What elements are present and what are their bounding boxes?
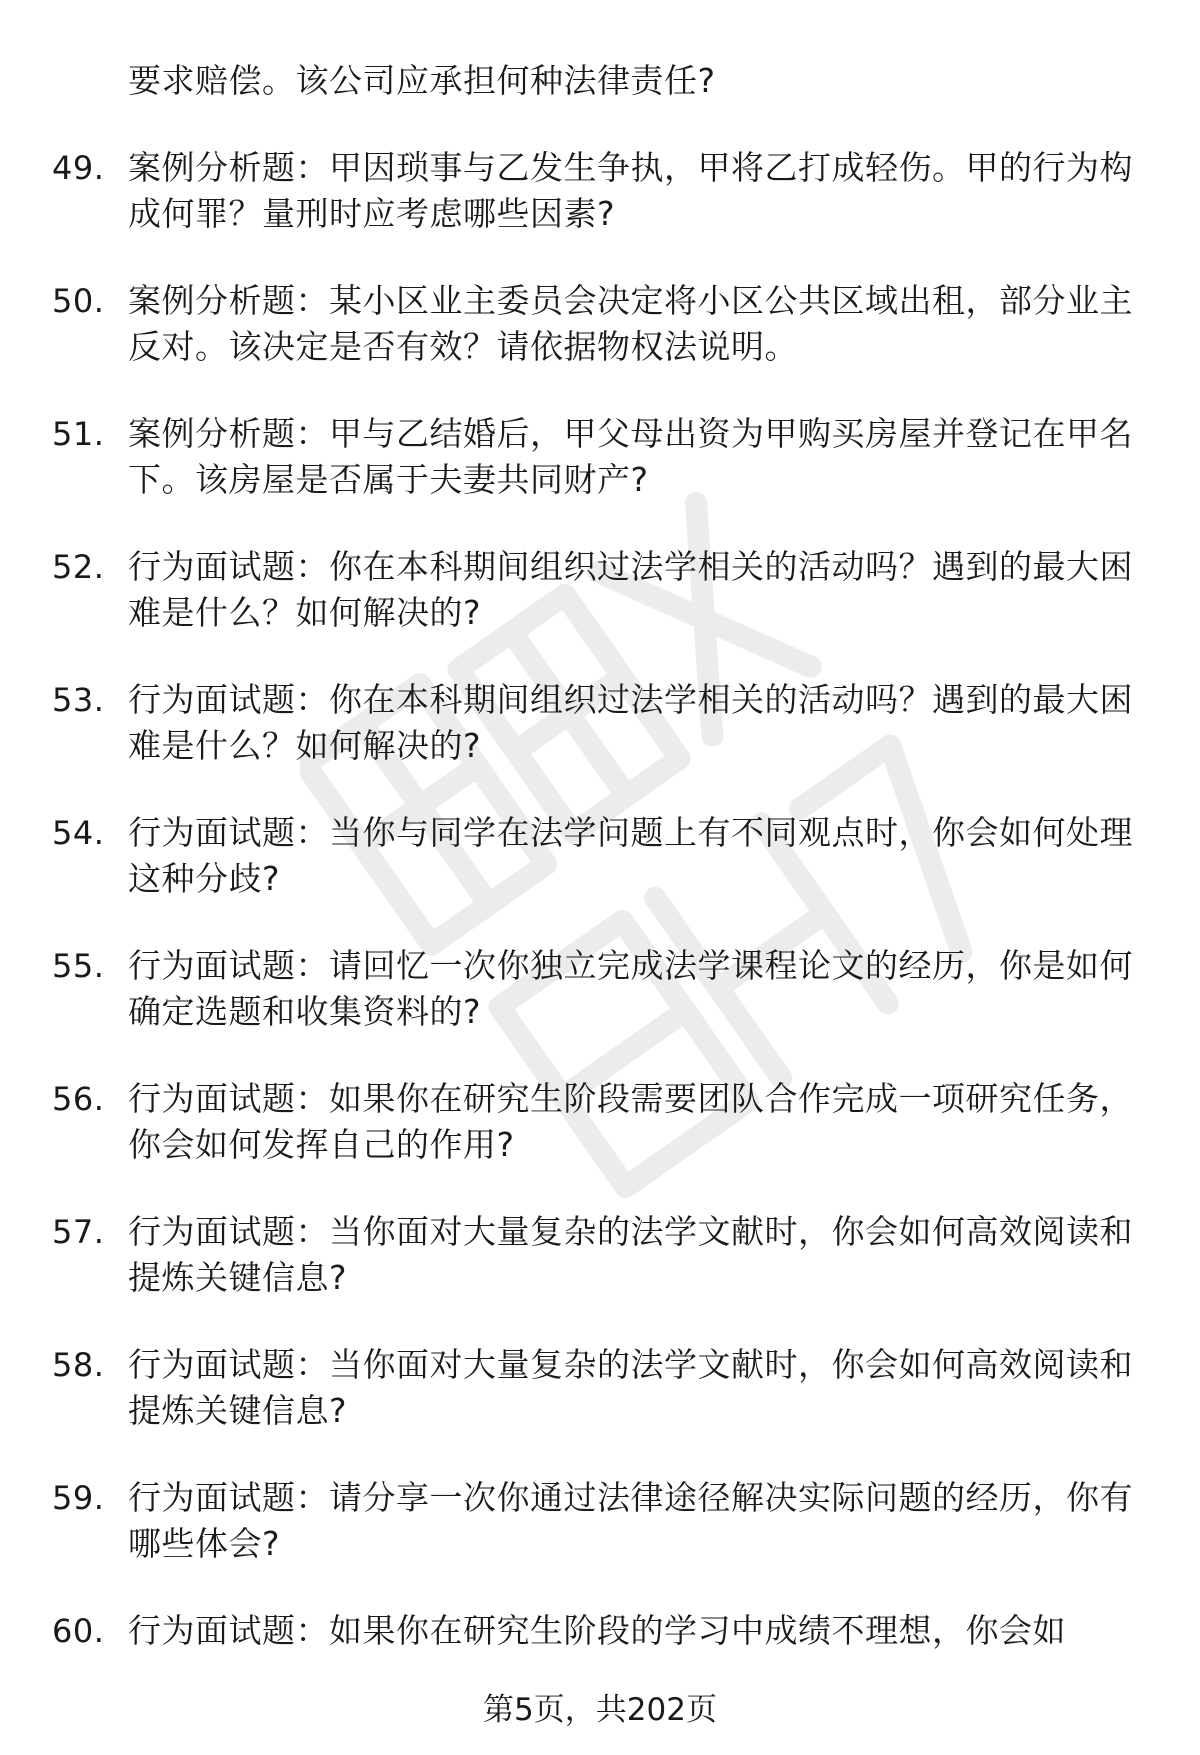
question-text: 行为面试题：请回忆一次你独立完成法学课程论文的经历，你是如何确定选题和收集资料的? — [128, 946, 1133, 1031]
question-number: 59. — [52, 1479, 105, 1517]
question-number: 57. — [52, 1213, 105, 1251]
question-text: 行为面试题：当你面对大量复杂的法学文献时，你会如何高效阅读和提炼关键信息? — [128, 1345, 1133, 1430]
question-text: 行为面试题：请分享一次你通过法律途径解决实际问题的经历，你有哪些体会? — [128, 1478, 1133, 1563]
question-item — [0, 1076, 1138, 1168]
question-item — [0, 1475, 1138, 1567]
question-text: 行为面试题：你在本科期间组织过法学相关的活动吗？遇到的最大困难是什么？如何解决的? — [128, 547, 1133, 632]
question-number: 52. — [52, 548, 105, 586]
question-text: 案例分析题：某小区业主委员会决定将小区公共区域出租，部分业主反对。该决定是否有效？请依据物权法说明。 — [128, 281, 1133, 366]
question-item — [0, 145, 1138, 237]
question-item — [0, 1209, 1138, 1301]
question-number: 49. — [52, 149, 105, 187]
question-number: 50. — [52, 282, 105, 320]
question-text: 行为面试题：如果你在研究生阶段的学习中成绩不理想，你会如 — [128, 1611, 1066, 1650]
question-item — [0, 810, 1138, 902]
question-number: 60. — [52, 1612, 105, 1650]
question-item — [0, 1342, 1138, 1434]
question-item — [0, 278, 1138, 370]
question-text: 案例分析题：甲与乙结婚后，甲父母出资为甲购买房屋并登记在甲名下。该房屋是否属于夫妻共同财产? — [128, 414, 1133, 499]
question-list — [0, 145, 1200, 1654]
question-item — [0, 677, 1138, 769]
question-number: 53. — [52, 681, 105, 719]
question-item — [0, 544, 1138, 636]
question-text: 行为面试题：你在本科期间组织过法学相关的活动吗？遇到的最大困难是什么？如何解决的? — [128, 680, 1133, 765]
question-text: 案例分析题：甲因琐事与乙发生争执，甲将乙打成轻伤。甲的行为构成何罪？量刑时应考虑哪些因素? — [128, 148, 1133, 233]
question-number: 55. — [52, 947, 105, 985]
page-footer: 第5页，共202页 — [483, 1692, 717, 1728]
question-item — [0, 943, 1138, 1035]
question-number: 54. — [52, 814, 105, 852]
question-text: 行为面试题：当你面对大量复杂的法学文献时，你会如何高效阅读和提炼关键信息? — [128, 1212, 1133, 1297]
question-text: 行为面试题：当你与同学在法学问题上有不同观点时，你会如何处理这种分歧? — [128, 813, 1133, 898]
question-text: 行为面试题：如果你在研究生阶段需要团队合作完成一项研究任务，你会如何发挥自己的作用? — [128, 1079, 1133, 1164]
question-item — [0, 411, 1138, 503]
question-number: 58. — [52, 1346, 105, 1384]
continuation-text: 要求赔偿。该公司应承担何种法律责任? — [128, 61, 716, 100]
question-number: 51. — [52, 415, 105, 453]
question-item — [0, 1608, 1138, 1654]
question-number: 56. — [52, 1080, 105, 1118]
document-body — [0, 58, 1200, 1654]
